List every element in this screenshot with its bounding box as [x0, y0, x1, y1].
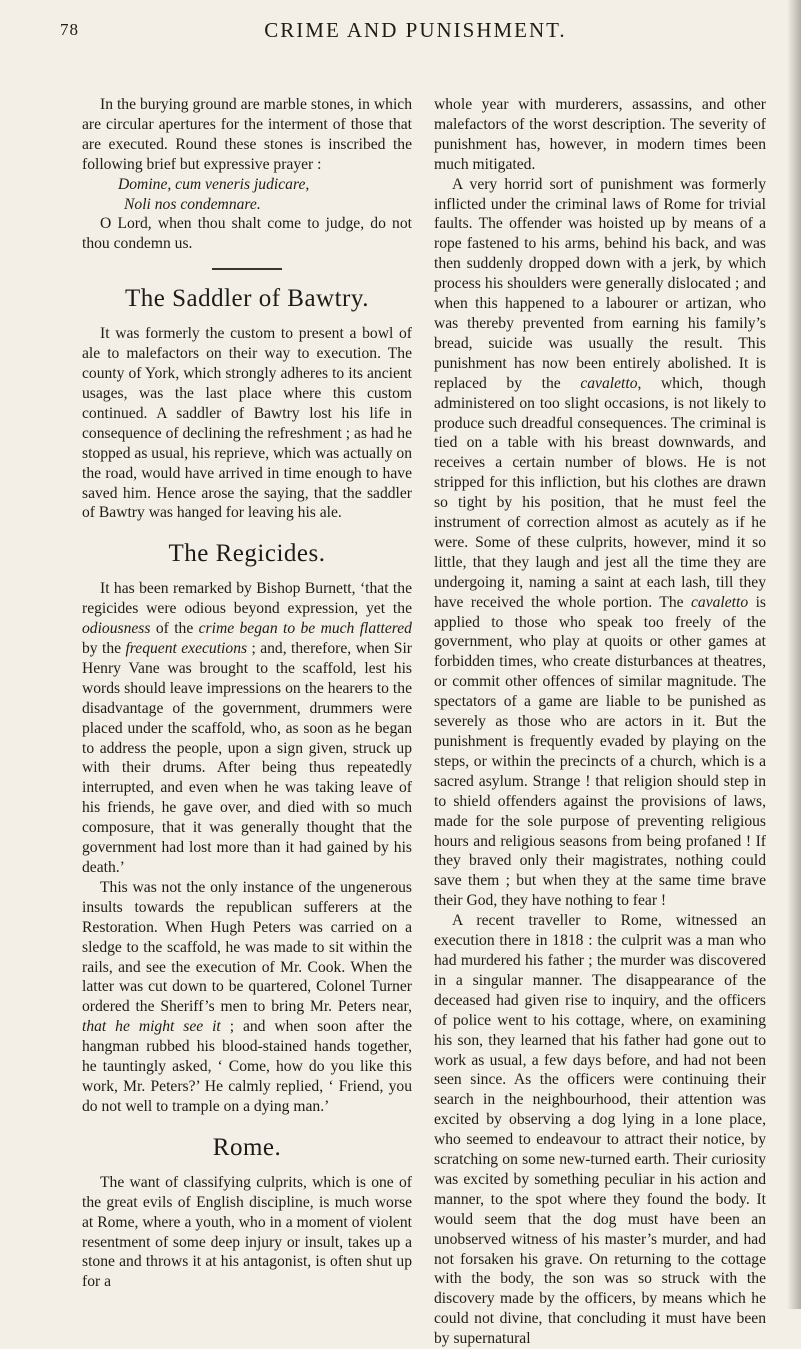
regicides-p1-text-a: It has been remarked by Bishop Burnett, ‘that the regicides were odious beyond expression, yet the	[82, 580, 412, 618]
section-heading-rome: Rome.	[212, 1133, 282, 1161]
regicides-p2-emphasis: that he might see it	[82, 1018, 221, 1036]
page-number: 78	[60, 20, 79, 39]
execution-paragraph: A recent traveller to Rome, witnessed an execution there in 1818 : the culprit was a man who had murdered his father ; the murder was discovered in a singular manner. The disappearance of the deceased had given rise to inquiry, and the officers of police went to his cottage, where, on examining his son, they learned that his father had gone out to work as usual, a few days before, and had not been seen since. As the officers were continuing their search in the neighbourhood, their attention was excited by observing a dog lying in a lone place, who seemed to endeavour to attract their notice, by scratching on some new-turned earth. Their curiosity was excited by something peculiar in his action and manner, to the spot where they found the body. It would seem that the dog must have been an unobserved witness of his master’s murder, and had not forsaken his grave. On returning to the cottage with the body, the son was so struck with the discovery made by the officers, by means which he could not divine, that concluding it must have been by supernatural	[434, 912, 766, 1348]
section-heading-saddler: The Saddler of Bawtry.	[124, 285, 370, 313]
regicides-p1-emphasis-2: crime began to be much flattered	[198, 620, 412, 638]
regicides-p1-text-b: of the	[150, 620, 199, 638]
section-heading-regicides: The Regicides.	[168, 540, 326, 568]
regicides-p1-text-c: by the	[82, 640, 126, 658]
page-edge-shadow	[787, 0, 801, 1309]
right-column	[434, 95, 766, 1349]
regicides-p2-text-b: ; and when soon after the hangman rubbed his blood-stained hands together, he tauntingly asked, ‘ Come, how do you like this work, Mr. Peters?’ He calmly replied, ‘ Friend, you do not well to trample on a dying man.’	[82, 1018, 412, 1115]
cavaletto-paragraph	[434, 175, 766, 912]
regicides-paragraph-2	[82, 878, 412, 1117]
regicides-p1-emphasis-1: odiousness	[82, 620, 151, 638]
intro-paragraph: In the burying ground are marble stones, in which are circular apertures for the interment of those that are executed. Round these stones is inscribed the following brief but expressive prayer :	[82, 96, 412, 173]
cavaletto-emphasis-2: cavaletto	[690, 593, 749, 611]
prayer-line-2: Noli nos condemnare.	[124, 195, 261, 213]
rome-continued-paragraph: whole year with murderers, assassins, and other malefactors of the worst description. The severity of punishment has, however, in modern times been much mitigated.	[434, 96, 766, 173]
regicides-p1-emphasis-3: frequent executions	[125, 640, 248, 658]
cavaletto-text-a: A very horrid sort of punishment was formerly inflicted under the criminal laws of Rome for trivial faults. The offender was hoisted up by means of a rope fastened to his arms, behind his back, and was then suddenly dropped down with a jerk, by which process his shoulders were generally dislocated ; and when this happened to a labourer or artizan, who was thereby prevented from earning his family’s bread, suicide was usually the result. This punishment has now been entirely abolished. It is replaced by the	[434, 175, 766, 392]
prayer-translation: O Lord, when thou shalt come to judge, do not thou condemn us.	[82, 215, 412, 253]
saddler-paragraph: It was formerly the custom to present a bowl of ale to malefactors on their way to execution. The county of York, which strongly adheres to its ancient usages, was the last place where this custom continued. A saddler of Bawtry lost his life in consequence of declining the refreshment ; as had he stopped as usual, his reprieve, which was actually on the road, would have arrived in time enough to have saved him. Hence arose the saying, that the saddler of Bawtry was hanged for leaving his ale.	[82, 325, 412, 522]
cavaletto-emphasis-1: cavaletto	[580, 374, 638, 392]
page-header	[60, 16, 771, 56]
left-column	[82, 95, 412, 1292]
cavaletto-text-b: , which, though administered on too slight occasions, is not likely to produce such dreadful consequences. The criminal is tied on a table with his breast downwards, and receives a certain number of blows. He is not stripped for this infliction, but his clothes are drawn so tight by his position, that he must feel the instrument of correction almost as acutely as if he were. Some of these culprits, however, mind it so little, that they laugh and jest all the time they are undergoing it, naming a saint at each lash, till they have received the whole portion. The	[434, 374, 766, 611]
regicides-p1-text-d: ; and, therefore, when Sir Henry Vane was brought to the scaffold, lest his words should leave impressions on the hearers to the disadvantage of the government, drummers were placed under the scaffold, who, as soon as he began to address the people, upon a sign given, struck up with their drums. After being thus repeatedly interrupted, and even when he was taking leave of his friends, he gave over, and died with so much composure, that it was generally thought that the government had lost more than it had gained by his death.’	[82, 640, 412, 876]
section-divider	[212, 268, 282, 270]
rome-paragraph: The want of classifying culprits, which is one of the great evils of English discipline, is much worse at Rome, where a youth, who in a moment of violent resentment of some deep injury or insult, takes up a stone and throws it at his antagonist, is often shut up for a	[82, 1173, 412, 1291]
cavaletto-text-c: is applied to those who speak too freely of the government, who play at quoits or other games at forbidden times, who create disturbances at theatres, or commit other offences of similar magnitude. The spectators of a game are liable to be punished as severely as those who are actors in it. But the punishment is frequently evaded by playing on the steps, or within the precincts of a church, which is a sacred asylum. Strange ! that religion should step in to shield offenders against the provisions of laws, made for the sole purpose of preventing religious hours and religious seasons from being profaned ! If they braved only their magistrates, nothing could save them ; but when they at the same time brave their God, they have nothing to fear !	[434, 593, 766, 910]
regicides-p2-text-a: This was not the only instance of the ungenerous insults towards the republican sufferers at the Restoration. When Hugh Peters was carried on a sledge to the scaffold, he was made to sit within the rails, and see the execution of Mr. Cook. When the latter was cut down to be quartered, Colonel Turner ordered the Sheriff’s men to bring Mr. Peters near,	[82, 878, 412, 1016]
regicides-paragraph-1	[82, 579, 412, 878]
running-title: CRIME AND PUNISHMENT.	[264, 18, 567, 42]
prayer-line-1: Domine, cum veneris judicare,	[118, 175, 310, 193]
